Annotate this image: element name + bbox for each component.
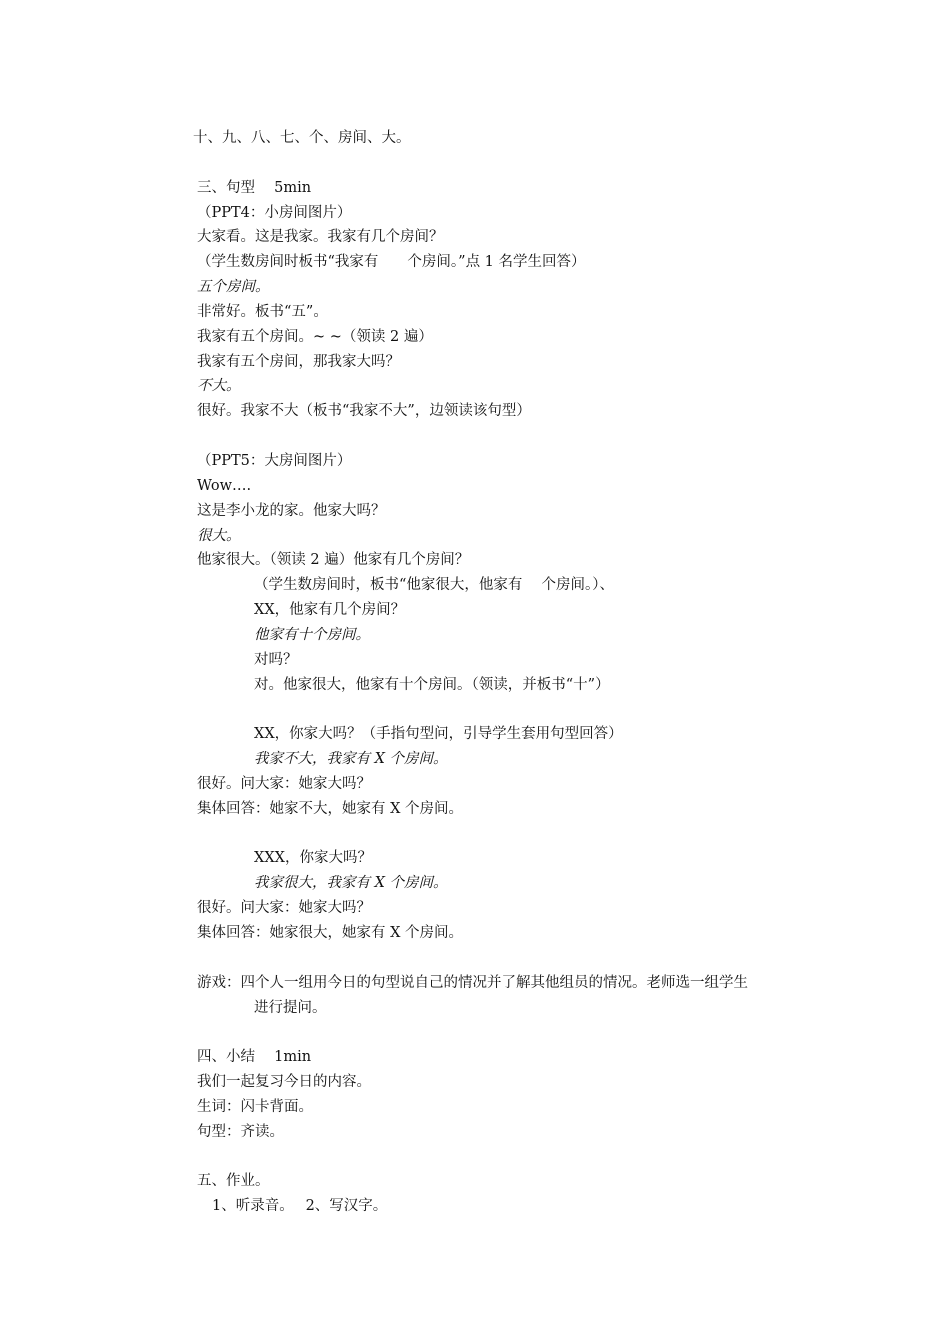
text-line: 很好。问大家：她家大吗？ xyxy=(197,775,371,792)
text-line: 十、九、八、七、个、房间、大。 xyxy=(193,130,411,146)
text-line: 进行提问。 xyxy=(254,999,327,1016)
blank-line xyxy=(0,424,950,449)
text-line: （学生数房间时板书“我家有 个房间。”点 1 名学生回答） xyxy=(197,254,586,271)
text-line: 他家很大。（领读 2 遍）他家有几个房间？ xyxy=(197,552,470,569)
text-line: 五、作业。 xyxy=(197,1173,270,1190)
text-line: 生词：闪卡背面。 xyxy=(197,1098,313,1115)
text-line: 对。他家很大，他家有十个房间。（领读，并板书“十”） xyxy=(254,676,610,693)
lesson-plan-body xyxy=(0,126,950,1219)
blank-line xyxy=(0,1145,950,1170)
text-line: 1、听录音。 2、写汉字。 xyxy=(212,1198,388,1215)
blank-line xyxy=(0,946,950,971)
text-line: 集体回答：她家很大，她家有 X 个房间。 xyxy=(197,925,464,941)
text-line: 我家有五个房间。~ ~（领读 2 遍） xyxy=(197,328,433,345)
text-line: 大家看。这是我家。我家有几个房间？ xyxy=(197,229,444,246)
blank-line xyxy=(0,697,950,722)
text-line: 句型：齐读。 xyxy=(197,1123,284,1140)
text-line: XXX，你家大吗？ xyxy=(254,850,372,867)
blank-line xyxy=(0,1020,950,1045)
text-line: 很好。我家不大（板书“我家不大”，边领读该句型） xyxy=(197,403,531,420)
text-line: 很好。问大家：她家大吗？ xyxy=(197,900,371,917)
text-line: 五个房间。 xyxy=(197,279,270,296)
text-line: 非常好。板书“五”。 xyxy=(197,303,328,320)
text-line: 我们一起复习今日的内容。 xyxy=(197,1074,371,1091)
text-line: 四、小结 1min xyxy=(197,1049,312,1066)
text-line: XX，他家有几个房间？ xyxy=(254,602,406,619)
text-line: （PPT4：小房间图片） xyxy=(197,204,352,221)
text-line: 三、句型 5min xyxy=(197,179,312,196)
blank-line xyxy=(0,822,950,847)
text-line: XX，你家大吗？（手指句型问，引导学生套用句型回答） xyxy=(254,726,623,743)
text-line: 我家很大，我家有 X 个房间。 xyxy=(254,875,448,892)
text-line: 对吗？ xyxy=(254,651,298,668)
text-line: Wow…. xyxy=(197,477,252,494)
text-line: 我家不大，我家有 X 个房间。 xyxy=(254,751,448,768)
blank-line xyxy=(0,151,950,176)
text-line: 我家有五个房间，那我家大吗？ xyxy=(197,353,400,370)
text-line: 不大。 xyxy=(197,378,241,395)
text-line: 他家有十个房间。 xyxy=(254,626,370,643)
text-line: 游戏：四个人一组用今日的句型说自己的情况并了解其他组员的情况。老师选一组学生 xyxy=(197,974,748,991)
text-line: 这是李小龙的家。他家大吗？ xyxy=(197,502,386,519)
text-line: 集体回答：她家不大，她家有 X 个房间。 xyxy=(197,800,464,817)
text-line: 很大。 xyxy=(197,527,241,544)
text-line: （学生数房间时，板书“他家很大，他家有 个房间。）、 xyxy=(254,577,615,594)
text-line: （PPT5：大房间图片） xyxy=(197,452,352,469)
